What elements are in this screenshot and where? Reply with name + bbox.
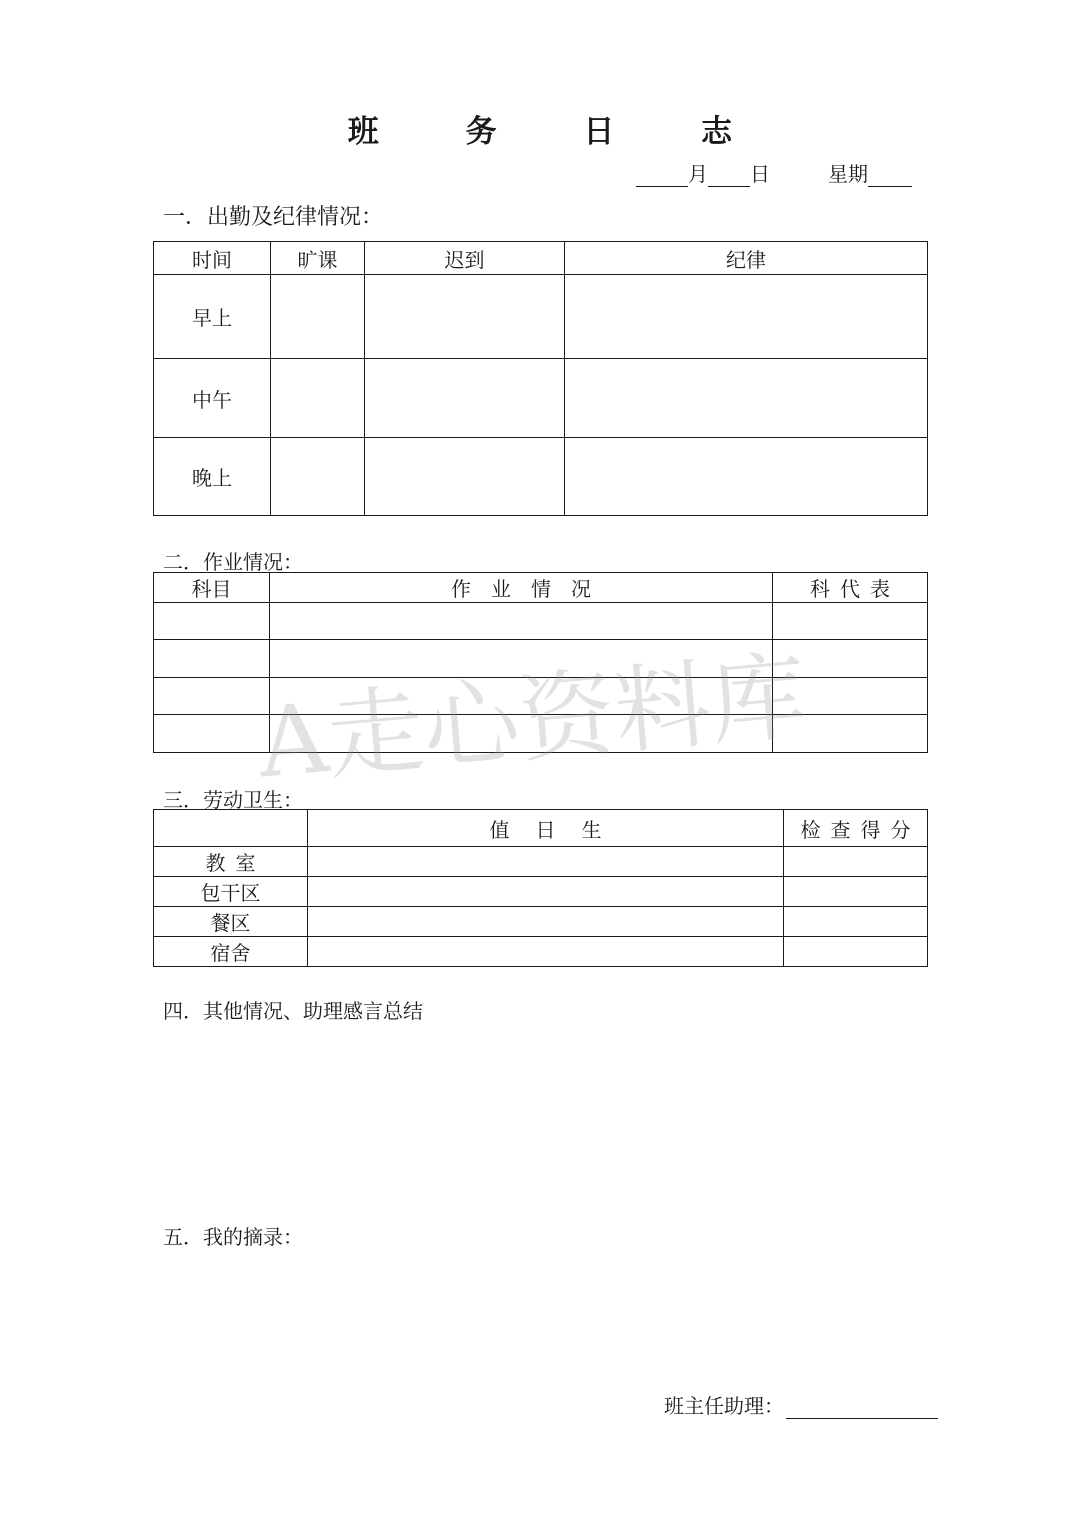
row-label-dormitory: 宿舍 — [154, 937, 308, 967]
duty-student-cell[interactable] — [308, 877, 784, 907]
hygiene-row — [154, 907, 928, 937]
row-label-morning: 早上 — [154, 275, 271, 359]
header-homework: 作 业 情 况 — [270, 573, 773, 603]
score-cell[interactable] — [784, 877, 928, 907]
duty-student-cell[interactable] — [308, 937, 784, 967]
late-cell[interactable] — [365, 275, 565, 359]
header-absence: 旷课 — [271, 242, 365, 275]
row-label-evening: 晚上 — [154, 438, 271, 516]
representative-cell[interactable] — [773, 640, 928, 678]
attendance-table — [153, 241, 928, 516]
hygiene-row — [154, 877, 928, 907]
section3-title: 三．劳动卫生： — [163, 788, 303, 812]
weekday-blank[interactable] — [868, 164, 912, 187]
signature-blank[interactable] — [786, 1396, 938, 1419]
subject-cell[interactable] — [154, 640, 270, 678]
absence-cell[interactable] — [271, 438, 365, 516]
day-blank[interactable] — [708, 164, 750, 187]
header-score: 检查得分 — [784, 810, 928, 847]
hygiene-table — [153, 809, 928, 967]
homework-cell[interactable] — [270, 640, 773, 678]
absence-cell[interactable] — [271, 359, 365, 438]
score-cell[interactable] — [784, 847, 928, 877]
attendance-header-row — [154, 242, 928, 275]
representative-cell[interactable] — [773, 603, 928, 640]
homework-row — [154, 640, 928, 678]
late-cell[interactable] — [365, 438, 565, 516]
row-label-dining: 餐区 — [154, 907, 308, 937]
date-line — [636, 158, 912, 187]
homework-cell[interactable] — [270, 715, 773, 753]
duty-student-cell[interactable] — [308, 847, 784, 877]
score-cell[interactable] — [784, 907, 928, 937]
page-title: 班 务 日 志 — [347, 114, 771, 150]
month-label: 月 — [688, 162, 708, 186]
score-cell[interactable] — [784, 937, 928, 967]
discipline-cell[interactable] — [565, 359, 928, 438]
section5-title: 五．我的摘录： — [163, 1225, 303, 1249]
header-representative: 科代表 — [773, 573, 928, 603]
signature-label: 班主任助理： — [664, 1394, 784, 1418]
hygiene-header-row — [154, 810, 928, 847]
day-label: 日 — [750, 162, 770, 186]
homework-header-row — [154, 573, 928, 603]
homework-row — [154, 678, 928, 715]
absence-cell[interactable] — [271, 275, 365, 359]
watermark: A走心资料库 — [253, 640, 811, 800]
homework-cell[interactable] — [270, 678, 773, 715]
header-area — [154, 810, 308, 847]
homework-table — [153, 572, 928, 753]
section4-title: 四．其他情况、助理感言总结 — [163, 999, 423, 1023]
section1-title: 一．出勤及纪律情况： — [163, 205, 384, 230]
header-duty-student: 值日生 — [308, 810, 784, 847]
homework-row — [154, 603, 928, 640]
header-discipline: 纪律 — [565, 242, 928, 275]
homework-cell[interactable] — [270, 603, 773, 640]
late-cell[interactable] — [365, 359, 565, 438]
subject-cell[interactable] — [154, 678, 270, 715]
attendance-row — [154, 275, 928, 359]
representative-cell[interactable] — [773, 678, 928, 715]
header-time: 时间 — [154, 242, 271, 275]
duty-student-cell[interactable] — [308, 907, 784, 937]
section2-title: 二．作业情况： — [163, 550, 303, 574]
header-subject: 科目 — [154, 573, 270, 603]
subject-cell[interactable] — [154, 603, 270, 640]
discipline-cell[interactable] — [565, 438, 928, 516]
attendance-row — [154, 438, 928, 516]
hygiene-row — [154, 847, 928, 877]
row-label-assigned-area: 包干区 — [154, 877, 308, 907]
month-blank[interactable] — [636, 164, 688, 187]
attendance-row — [154, 359, 928, 438]
discipline-cell[interactable] — [565, 275, 928, 359]
hygiene-row — [154, 937, 928, 967]
row-label-noon: 中午 — [154, 359, 271, 438]
homework-row — [154, 715, 928, 753]
representative-cell[interactable] — [773, 715, 928, 753]
header-late: 迟到 — [365, 242, 565, 275]
subject-cell[interactable] — [154, 715, 270, 753]
signature-line — [664, 1390, 938, 1419]
row-label-classroom: 教室 — [154, 847, 308, 877]
weekday-label: 星期 — [828, 162, 868, 186]
